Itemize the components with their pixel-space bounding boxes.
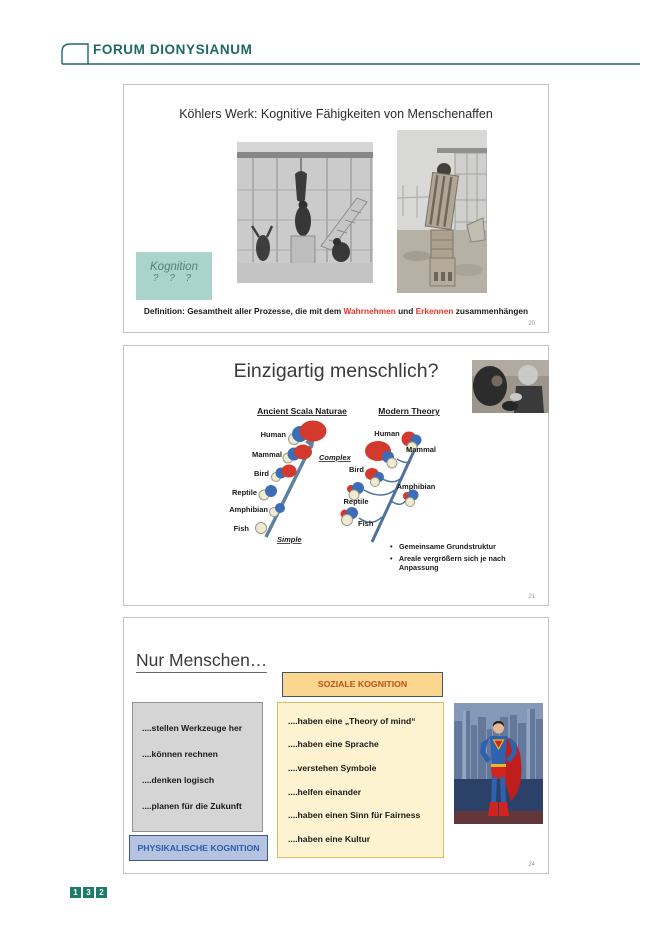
physikalische-kognition-header: PHYSIKALISCHE KOGNITION (129, 835, 268, 861)
ancient-bird-label: Bird (254, 469, 269, 478)
slide-einzigartig (123, 345, 549, 606)
simple-axis-label: Simple (277, 535, 302, 544)
definition-highlight-wahrnehmen: Wahrnehmen (343, 306, 396, 316)
definition-highlight-erkennen: Erkennen (415, 306, 454, 316)
bullet-text: Areale vergrößern sich je nach Anpassung (398, 554, 506, 572)
physical-item: ....können rechnen (142, 749, 218, 759)
brain-evolution-diagram (209, 402, 469, 552)
slide1-page-number: 20 (528, 321, 535, 327)
complex-axis-label: Complex (319, 453, 351, 462)
chimp-child-photo (472, 360, 549, 413)
social-item: ....haben einen Sinn für Fairness (288, 810, 421, 821)
ancient-amphibian-label: Amphibian (229, 505, 268, 514)
ancient-mammal-label: Mammal (251, 450, 282, 459)
ancient-human-label: Human (260, 430, 286, 439)
social-item: ....verstehen Symbole (288, 763, 377, 774)
slide2-page-number: 21 (528, 594, 535, 600)
slide2-title: Einzigartig menschlich? (233, 360, 439, 382)
superman-photo (454, 703, 543, 824)
definition-mid: und (395, 306, 416, 316)
modern-theory-title: Modern Theory (378, 406, 440, 416)
definition-suffix: zusammenhängen (453, 306, 529, 316)
kognition-note-word: Kognition (150, 261, 198, 273)
physical-item: ....planen für die Zukunft (142, 801, 242, 811)
bullet-item (390, 554, 545, 572)
slide-nur-menschen (123, 617, 549, 874)
slide1-title: Köhlers Werk: Kognitive Fähigkeiten von Menschenaffen (179, 107, 493, 121)
site-title: FORUM DIONYSIANUM (93, 42, 253, 57)
ancient-reptile-label: Reptile (231, 488, 257, 497)
ancient-fish-label: Fish (233, 524, 249, 533)
modern-human-label: Human (374, 429, 400, 438)
koehler-photo-climbing (237, 142, 373, 283)
kognition-note (136, 252, 212, 300)
soziale-kognition-header: SOZIALE KOGNITION (282, 672, 443, 697)
physical-item: ....denken logisch (142, 775, 215, 785)
modern-reptile-label: Reptile (343, 497, 369, 506)
footer-page-nav (70, 887, 107, 898)
kognition-note-questions: ? ? ? (152, 273, 196, 284)
bullet-item (390, 542, 545, 551)
modern-fish-label: Fish (358, 519, 374, 528)
slide-koehler (123, 84, 549, 333)
modern-bird-label: Bird (349, 465, 364, 474)
bullet-dot-icon: • (390, 554, 393, 563)
ancient-scala-title: Ancient Scala Naturae (257, 406, 347, 416)
slide3-title: Nur Menschen… (136, 650, 267, 673)
slide2-bullets (390, 542, 545, 575)
definition-prefix: Definition: Gesamtheit aller Prozesse, die mit dem (143, 306, 344, 316)
kognition-definition (124, 306, 548, 316)
social-item: ....haben eine Sprache (288, 739, 379, 750)
physical-item: ....stellen Werkzeuge her (142, 723, 243, 733)
page-nav-button-1[interactable]: 1 (70, 887, 81, 898)
social-item: ....haben eine „Theory of mind“ (288, 715, 416, 726)
physikalische-kognition-list (132, 702, 263, 832)
soziale-kognition-list (277, 702, 444, 858)
page-nav-button-3[interactable]: 3 (83, 887, 94, 898)
slide3-page-number: 24 (528, 862, 535, 868)
social-item: ....helfen einander (288, 786, 362, 797)
page-nav-button-2[interactable]: 2 (96, 887, 107, 898)
bullet-text: Gemeinsame Grundstruktur (399, 542, 496, 551)
modern-amphibian-label: Amphibian (396, 482, 436, 491)
bullet-dot-icon: • (390, 542, 393, 551)
koehler-photo-crates (397, 130, 487, 293)
modern-mammal-label: Mammal (405, 445, 437, 454)
social-item: ....haben eine Kultur (288, 834, 371, 845)
